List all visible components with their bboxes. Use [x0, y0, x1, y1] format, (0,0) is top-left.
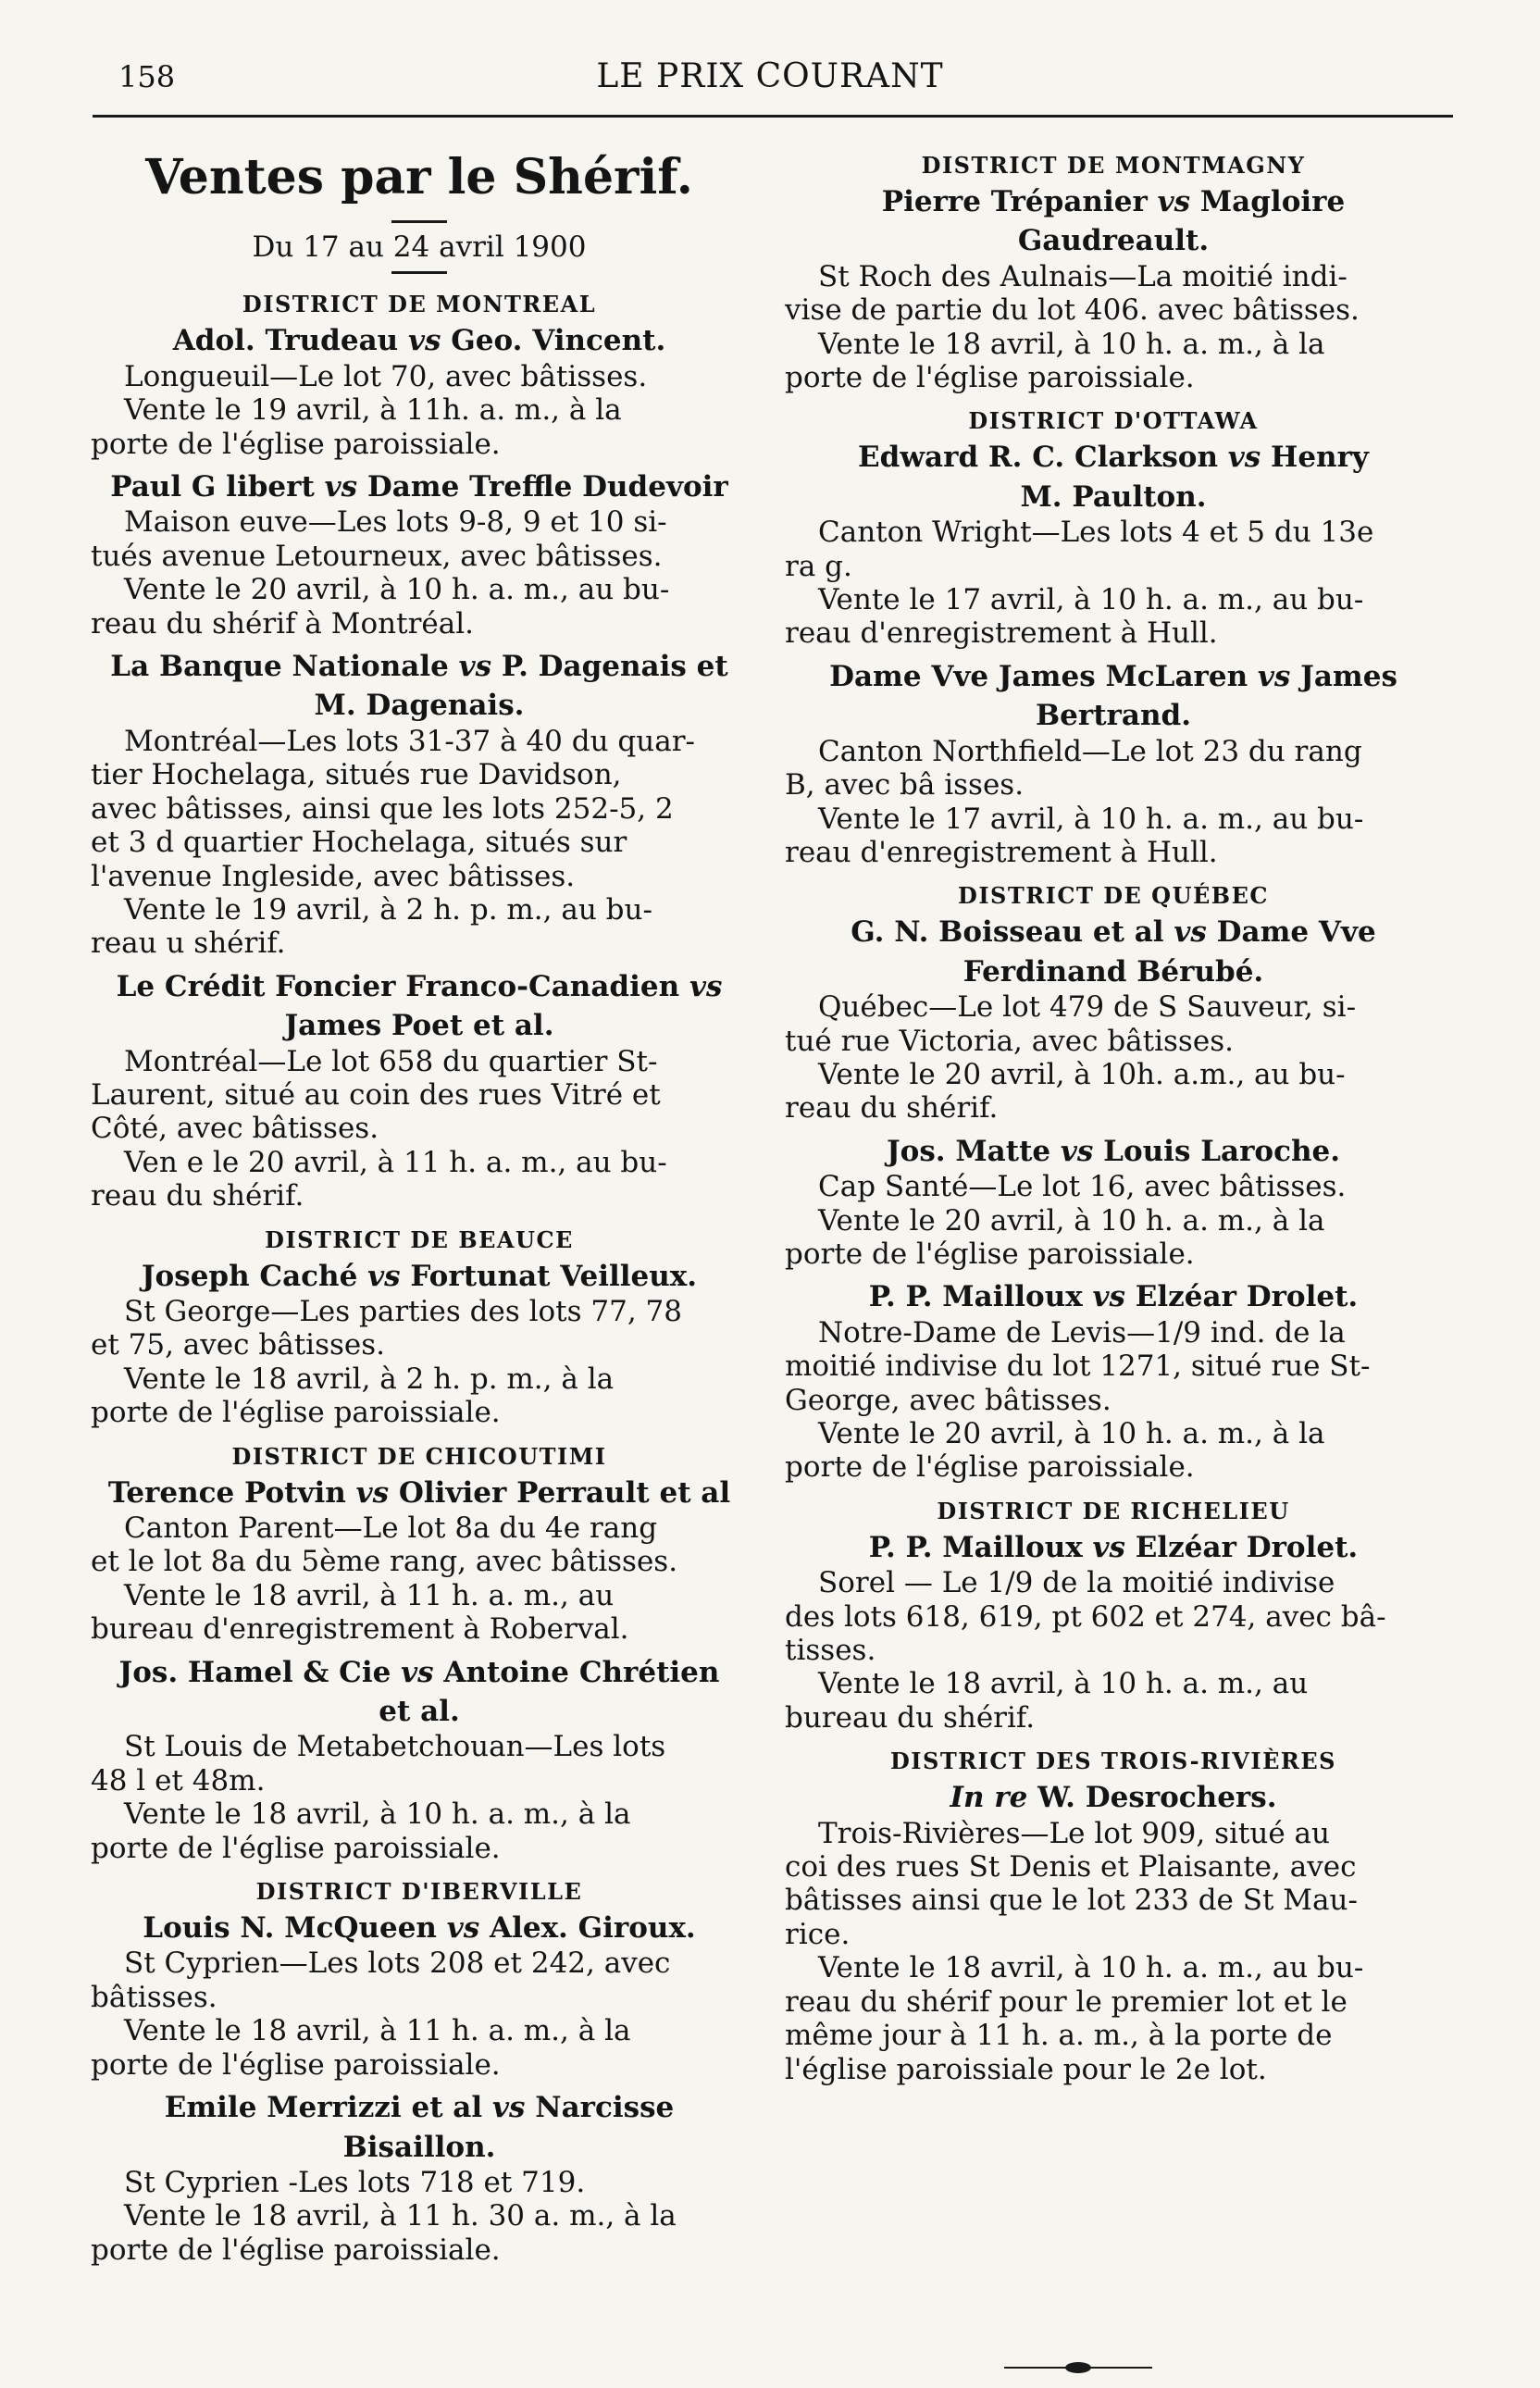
versus-marker: vs [1257, 659, 1291, 693]
notice-line: 48 l et 48m. [91, 1763, 266, 1797]
notice-line: reau d'enregistrement à Hull. [785, 616, 1218, 651]
section-title: Ventes par le Shérif. [145, 149, 693, 205]
sale-notice [785, 1280, 1442, 1484]
case-parties: Gaudreault. [1017, 224, 1210, 258]
versus-marker: vs [355, 1475, 390, 1510]
versus-marker: In re [950, 1781, 1028, 1815]
versus-marker: vs [1174, 915, 1207, 950]
notice-line: bâtisses. [91, 1980, 217, 2014]
notice-line: Vente le 19 avril, à 2 h. p. m., au bu- [124, 892, 652, 927]
notice-line: tué rue Victoria, avec bâtisses. [785, 1024, 1234, 1058]
notice-line: Notre-Dame de Levis—1/9 ind. de la [818, 1315, 1346, 1349]
notice-line: ra g. [785, 549, 852, 583]
page-number: 158 [118, 59, 176, 94]
closing-ornament [1004, 2358, 1152, 2377]
notice-line: bâtisses ainsi que le lot 233 de St Mau- [785, 1884, 1358, 1918]
notice-line: reau du shérif. [91, 1179, 304, 1213]
notice-line: porte de l'église paroissiale. [91, 2233, 501, 2267]
notice-line: vise de partie du lot 406. avec bâtisses. [785, 293, 1360, 328]
notice-line: Laurent, situé au coin des rues Vitré et [91, 1077, 661, 1112]
notice-line: B, avec bâ isses. [785, 768, 1025, 802]
notice-line: Longueuil—Le lot 70, avec bâtisses. [124, 359, 648, 393]
case-parties: Dame Vve James McLaren vs James [829, 659, 1397, 693]
district-heading: DISTRICT D'IBERVILLE [255, 1878, 583, 1906]
notice-line: coi des rues St Denis et Plaisante, avec [785, 1850, 1357, 1884]
running-title: LE PRIX COURANT [596, 57, 944, 95]
sale-notice [785, 1531, 1442, 1735]
versus-marker: vs [1227, 441, 1261, 475]
right-column-body [785, 152, 1442, 2086]
notice-line: St Roch des Aulnais—La moitié indi- [818, 259, 1348, 293]
notice-line: et 75, avec bâtisses. [91, 1328, 385, 1362]
notice-line: Vente le 18 avril, à 10 h. a. m., au [818, 1667, 1309, 1701]
title-rule [391, 220, 447, 223]
notice-line: Canton Northfield—Le lot 23 du rang [818, 734, 1362, 768]
notice-line: St George—Les parties des lots 77, 78 [124, 1294, 683, 1328]
notice-line: porte de l'église paroissiale. [785, 361, 1195, 395]
notice-line: Vente le 17 avril, à 10 h. a. m., au bu- [818, 583, 1364, 617]
notice-line: St Louis de Metabetchouan—Les lots [124, 1730, 666, 1764]
left-column [91, 139, 748, 2276]
case-parties: M. Dagenais. [314, 689, 525, 723]
sale-notice [91, 970, 748, 1213]
versus-marker: vs [1157, 185, 1191, 218]
case-parties: P. P. Mailloux vs Elzéar Drolet. [868, 1530, 1359, 1564]
case-parties: James Poet et al. [284, 1009, 554, 1043]
sale-notice [91, 1911, 748, 2082]
notice-line: l'avenue Ingleside, avec bâtisses. [91, 859, 576, 893]
district-heading: DISTRICT DES TROIS-RIVIÈRES [889, 1747, 1336, 1775]
notice-line: tier Hochelaga, situés rue Davidson, [91, 758, 622, 792]
notice-line: Canton Wright—Les lots 4 et 5 du 13e [818, 516, 1374, 550]
versus-marker: vs [1060, 1134, 1094, 1168]
case-parties: G. N. Boisseau et al vs Dame Vve [851, 915, 1376, 950]
notice-line: Vente le 20 avril, à 10 h. a. m., au bu- [124, 573, 670, 607]
notice-line: l'église paroissiale pour le 2e lot. [785, 2052, 1267, 2086]
notice-line: Québec—Le lot 479 de S Sauveur, si- [818, 990, 1357, 1025]
versus-marker: vs [401, 1655, 434, 1689]
notice-line: reau d'enregistrement à Hull. [785, 835, 1218, 869]
case-parties: Bertrand. [1035, 699, 1191, 733]
district-heading: DISTRICT DE BEAUCE [265, 1225, 574, 1253]
notice-line: Vente le 18 avril, à 10 h. a. m., à la [818, 327, 1325, 361]
district-heading: DISTRICT DE MONTMAGNY [921, 152, 1306, 179]
notice-line: Vente le 17 avril, à 10 h. a. m., au bu- [818, 802, 1364, 836]
case-parties: Jos. Matte vs Louis Laroche. [886, 1134, 1341, 1168]
versus-marker: vs [458, 650, 492, 684]
notice-line: Ven e le 20 avril, à 11 h. a. m., au bu- [124, 1145, 667, 1179]
notice-line: avec bâtisses, ainsi que les lots 252-5, 2 [91, 791, 674, 826]
notice-line: des lots 618, 619, pt 602 et 274, avec bâ- [785, 1599, 1386, 1634]
versus-marker: vs [689, 969, 723, 1003]
case-parties: Ferdinand Bérubé. [962, 954, 1264, 989]
notice-line: St Cyprien -Les lots 718 et 719. [124, 2165, 586, 2199]
sale-notice [785, 185, 1442, 394]
case-parties: M. Paulton. [1020, 479, 1207, 514]
notice-line: bureau d'enregistrement à Roberval. [91, 1612, 629, 1647]
notice-line: Canton Parent—Le lot 8a du 4e rang [124, 1511, 658, 1545]
notice-line: Côté, avec bâtisses. [91, 1112, 379, 1146]
notice-line: Vente le 20 avril, à 10 h. a. m., à la [818, 1417, 1325, 1450]
notice-line: Sorel — Le 1/9 de la moitié indivise [818, 1566, 1335, 1600]
notice-line: porte de l'église paroissiale. [91, 2047, 501, 2082]
sale-notice [91, 650, 748, 961]
district-heading: DISTRICT DE QUÉBEC [958, 882, 1269, 910]
case-parties: Edward R. C. Clarkson vs Henry [858, 441, 1369, 475]
case-parties: Le Crédit Foncier Franco-Canadien vs [116, 969, 723, 1003]
notice-line: tués avenue Letourneux, avec bâtisses. [91, 539, 663, 573]
notice-line: porte de l'église paroissiale. [91, 1396, 501, 1430]
notice-line: reau du shérif à Montréal. [91, 606, 474, 641]
notice-line: bureau du shérif. [785, 1700, 1036, 1735]
sale-notice [91, 1656, 748, 1865]
case-parties: Terence Potvin vs Olivier Perrault et al [107, 1475, 731, 1510]
case-parties: et al. [379, 1695, 460, 1729]
notice-line: Vente le 18 avril, à 11 h. 30 a. m., à la [124, 2199, 677, 2233]
sale-notice [785, 1135, 1442, 1272]
versus-marker: vs [367, 1259, 401, 1293]
versus-marker: vs [446, 1911, 480, 1946]
notice-line: et le lot 8a du 5ème rang, avec bâtisses. [91, 1545, 678, 1579]
notice-line: et 3 d quartier Hochelaga, situés sur [91, 826, 627, 860]
sale-notice [91, 470, 748, 641]
right-column [785, 139, 1442, 2096]
notice-line: tisses. [785, 1634, 876, 1668]
district-heading: DISTRICT D'OTTAWA [968, 407, 1259, 435]
notice-line: porte de l'église paroissiale. [91, 427, 501, 461]
notice-line: Vente le 18 avril, à 2 h. p. m., à la [124, 1362, 615, 1396]
notice-line: Vente le 18 avril, à 11 h. a. m., à la [124, 2014, 631, 2048]
header-rule [93, 115, 1453, 118]
sale-notice [91, 1476, 748, 1647]
district-heading: DISTRICT DE CHICOUTIMI [231, 1442, 607, 1470]
case-parties: Emile Merrizzi et al vs Narcisse [164, 2091, 675, 2125]
district-heading: DISTRICT DE RICHELIEU [937, 1497, 1290, 1524]
notice-line: Vente le 19 avril, à 11h. a. m., à la [124, 393, 622, 428]
sale-notice [785, 1781, 1442, 2086]
case-parties: Adol. Trudeau vs Geo. Vincent. [172, 324, 666, 358]
case-parties: In re W. Desrochers. [950, 1781, 1277, 1815]
notice-line: St Cyprien—Les lots 208 et 242, avec [124, 1946, 671, 1981]
notice-line: Trois-Rivières—Le lot 909, situé au [818, 1816, 1331, 1850]
notice-line: Vente le 18 avril, à 11 h. a. m., au [124, 1578, 615, 1612]
notice-line: George, avec bâtisses. [785, 1383, 1112, 1417]
sale-notice [785, 441, 1442, 650]
sale-notice [91, 324, 748, 461]
notice-line: reau u shérif. [91, 927, 286, 961]
notice-line: Vente le 18 avril, à 10 h. a. m., au bu- [818, 1951, 1364, 1985]
case-parties: Jos. Hamel & Cie vs Antoine Chrétien [118, 1655, 720, 1689]
case-parties: P. P. Mailloux vs Elzéar Drolet. [868, 1280, 1359, 1314]
notice-line: porte de l'église paroissiale. [785, 1450, 1195, 1485]
notice-line: Vente le 18 avril, à 10 h. a. m., à la [124, 1797, 631, 1832]
date-line: Du 17 au 24 avril 1900 [252, 230, 587, 264]
notice-line: rice. [785, 1917, 851, 1951]
notice-line: Montréal—Le lot 658 du quartier St- [124, 1044, 658, 1078]
notice-line: porte de l'église paroissiale. [91, 1831, 501, 1865]
sale-notice [91, 1260, 748, 1430]
sale-notice [785, 915, 1442, 1125]
versus-marker: vs [1092, 1530, 1125, 1564]
case-parties: Bisaillon. [342, 2130, 496, 2164]
notice-line: Maison euve—Les lots 9-8, 9 et 10 si- [124, 505, 667, 540]
left-column-body [91, 291, 748, 2267]
versus-marker: vs [408, 324, 441, 358]
notice-line: même jour à 11 h. a. m., à la porte de [785, 2019, 1333, 2053]
versus-marker: vs [1092, 1280, 1125, 1314]
district-heading: DISTRICT DE MONTREAL [242, 291, 597, 318]
notice-line: Montréal—Les lots 31-37 à 40 du quar- [124, 724, 695, 758]
case-parties: Louis N. McQueen vs Alex. Giroux. [143, 1911, 696, 1946]
page-header [91, 56, 1449, 111]
notice-line: reau du shérif. [785, 1091, 999, 1126]
case-parties: Joseph Caché vs Fortunat Veilleux. [141, 1259, 698, 1293]
versus-marker: vs [324, 470, 358, 504]
sale-notice [785, 660, 1442, 869]
notice-line: porte de l'église paroissiale. [785, 1237, 1195, 1271]
notice-line: reau du shérif pour le premier lot et le [785, 1984, 1348, 2019]
case-parties: Pierre Trépanier vs Magloire [881, 185, 1346, 218]
case-parties: Paul G libert vs Dame Treffle Dudevoir [110, 470, 728, 504]
date-rule [391, 271, 447, 274]
versus-marker: vs [491, 2091, 526, 2125]
sale-notice [91, 2091, 748, 2267]
notice-line: Vente le 20 avril, à 10 h. a. m., à la [818, 1203, 1325, 1238]
notice-line: Vente le 20 avril, à 10h. a.m., au bu- [818, 1057, 1346, 1091]
notice-line: Cap Santé—Le lot 16, avec bâtisses. [818, 1170, 1347, 1204]
notice-line: moitié indivise du lot 1271, situé rue St- [785, 1349, 1371, 1384]
case-parties: La Banque Nationale vs P. Dagenais et [110, 650, 728, 684]
